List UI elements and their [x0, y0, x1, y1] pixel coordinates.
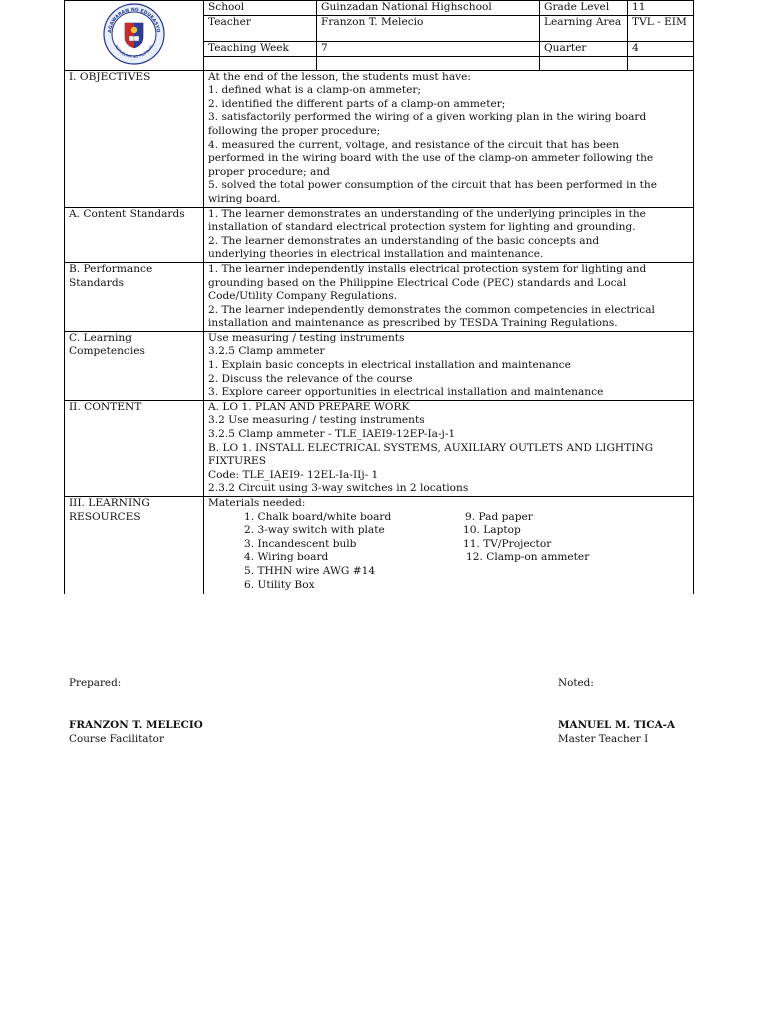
prepared-label: Prepared:: [69, 677, 122, 689]
objective-line: 4. measured the current, voltage, and resistance of the circuit that has been: [208, 138, 620, 151]
content-line: B. LO 1. INSTALL ELECTRICAL SYSTEMS, AUXILIARY OUTLETS AND LIGHTING: [208, 441, 654, 454]
content-standards-row: [65, 207, 694, 262]
performance-standard-line: 2. The learner independently demonstrates the common competencies in electrical: [208, 303, 655, 316]
learning-competencies-label: C. Learning Competencies: [65, 331, 204, 400]
content-label: II. CONTENT: [65, 400, 204, 496]
deped-seal-logo: [103, 3, 165, 65]
objective-line: 5. solved the total power consumption of the circuit that has been performed in the: [208, 179, 658, 192]
objectives-content: [204, 70, 694, 207]
preparer-name: FRANZON T. MELECIO: [69, 719, 203, 731]
objective-line: following the proper procedure;: [208, 124, 381, 137]
empty-cell: [204, 56, 317, 70]
content-standards-content: [204, 207, 694, 262]
performance-standard-line: installation and maintenance as prescribed by TESDA Training Regulations.: [208, 317, 618, 330]
objective-line: wiring board.: [208, 192, 281, 205]
objective-line: At the end of the lesson, the students must have:: [208, 70, 471, 83]
learning-resources-label: III. LEARNING RESOURCES: [65, 497, 204, 618]
learning-area-value: TVL - EIM: [628, 15, 694, 41]
learning-competencies-row: [65, 331, 694, 400]
materials-intro: Materials needed:: [208, 497, 306, 509]
school-label: School: [204, 1, 317, 16]
material-item: 1. Chalk board/white board: [244, 510, 392, 523]
quarter-label: Quarter: [540, 42, 628, 57]
material-item: 12. Clamp-on ammeter: [466, 551, 590, 564]
content-standard-line: 1. The learner demonstrates an understanding of the underlying principles in the: [208, 207, 646, 220]
teacher-value: Franzon T. Melecio: [317, 15, 540, 41]
performance-standard-line: 1. The learner independently installs electrical protection system for lighting and: [208, 262, 647, 275]
header-table: [64, 0, 694, 71]
objectives-row: [65, 70, 694, 207]
performance-standards-row: [65, 262, 694, 331]
objective-line: 2. identified the different parts of a clamp-on ammeter;: [208, 97, 506, 110]
material-item: 4. Wiring board: [244, 551, 329, 564]
material-item: 9. Pad paper: [465, 510, 533, 523]
learning-competencies-content: [204, 331, 694, 400]
content-content: [204, 400, 694, 496]
performance-standards-label: B. Performance Standards: [65, 262, 204, 331]
school-value: Guinzadan National Highschool: [317, 1, 540, 16]
teacher-label: Teacher: [204, 15, 317, 41]
content-line: FIXTURES: [208, 455, 267, 468]
objective-line: proper procedure; and: [208, 165, 330, 178]
material-item: 2. 3-way switch with plate: [244, 524, 385, 537]
lesson-plan-document: [64, 0, 693, 618]
materials-list: [208, 511, 689, 593]
lesson-body-table: [64, 70, 694, 618]
noter-name: MANUEL M. TICA-A: [558, 719, 676, 731]
empty-cell: [317, 56, 540, 70]
content-line: Code: TLE_IAEI9- 12EL-Ia-IIj- 1: [208, 468, 379, 481]
svg-text:KAGAWARAN NG EDUKASYON: AGAWARAN NG EDUKASYO: [107, 7, 161, 34]
material-item: 3. Incandescent bulb: [244, 537, 357, 550]
content-line: A. LO 1. PLAN AND PREPARE WORK: [208, 400, 410, 413]
material-item: 10. Laptop: [463, 524, 521, 537]
preparer-title: Course Facilitator: [69, 733, 164, 745]
content-standards-label: A. Content Standards: [65, 207, 204, 262]
competency-line: 1. Explain basic concepts in electrical installation and maintenance: [208, 359, 571, 372]
material-item: 6. Utility Box: [244, 578, 315, 591]
content-line: 3.2.5 Clamp ammeter - TLE_IAEI9-12EP-Ia-j-1: [208, 428, 456, 441]
noter-title: Master Teacher I: [558, 733, 649, 745]
content-row: [65, 400, 694, 496]
grade-level-label: Grade Level: [540, 1, 628, 16]
material-item: 5. THHN wire AWG #14: [244, 564, 376, 577]
empty-cell: [628, 56, 694, 70]
material-item: 11. TV/Projector: [463, 537, 552, 550]
content-line: 3.2 Use measuring / testing instruments: [208, 414, 425, 427]
performance-standard-line: grounding based on the Philippine Electrical Code (PEC) standards and Local: [208, 276, 627, 289]
objective-line: performed in the wiring board with the use of the clamp-on ammeter following the: [208, 152, 654, 165]
learning-area-label: Learning Area: [540, 15, 628, 41]
competency-line: Use measuring / testing instruments: [208, 331, 405, 344]
content-standard-line: underlying theories in electrical installation and maintenance.: [208, 248, 544, 261]
empty-cell: [540, 56, 628, 70]
noted-label: Noted:: [558, 677, 594, 689]
performance-standard-line: Code/Utility Company Regulations.: [208, 290, 398, 303]
performance-standards-content: [204, 262, 694, 331]
grade-level-value: 11: [628, 1, 694, 16]
logo-cell: [65, 1, 204, 71]
objective-line: 1. defined what is a clamp-on ammeter;: [208, 84, 421, 97]
teaching-week-value: 7: [317, 42, 540, 57]
svg-text:REPUBLIKA NG PILIPINAS: REPUBLIKA NG PILIPINAS: [114, 43, 154, 60]
competency-line: 3. Explore career opportunities in electrical installation and maintenance: [208, 386, 604, 399]
content-standard-line: installation of standard electrical protection system for lighting and grounding.: [208, 221, 636, 234]
content-standard-line: 2. The learner demonstrates an understanding of the basic concepts and: [208, 234, 600, 247]
content-line: 2.3.2 Circuit using 3-way switches in 2 locations: [208, 482, 469, 495]
objectives-label: I. OBJECTIVES: [65, 70, 204, 207]
objective-line: 3. satisfactorily performed the wiring of a given working plan in the wiring board: [208, 111, 647, 124]
competency-line: 2. Discuss the relevance of the course: [208, 372, 413, 385]
page-cut-mask: [63, 594, 695, 1024]
teaching-week-label: Teaching Week: [204, 42, 317, 57]
competency-line: 3.2.5 Clamp ammeter: [208, 345, 325, 358]
quarter-value: 4: [628, 42, 694, 57]
